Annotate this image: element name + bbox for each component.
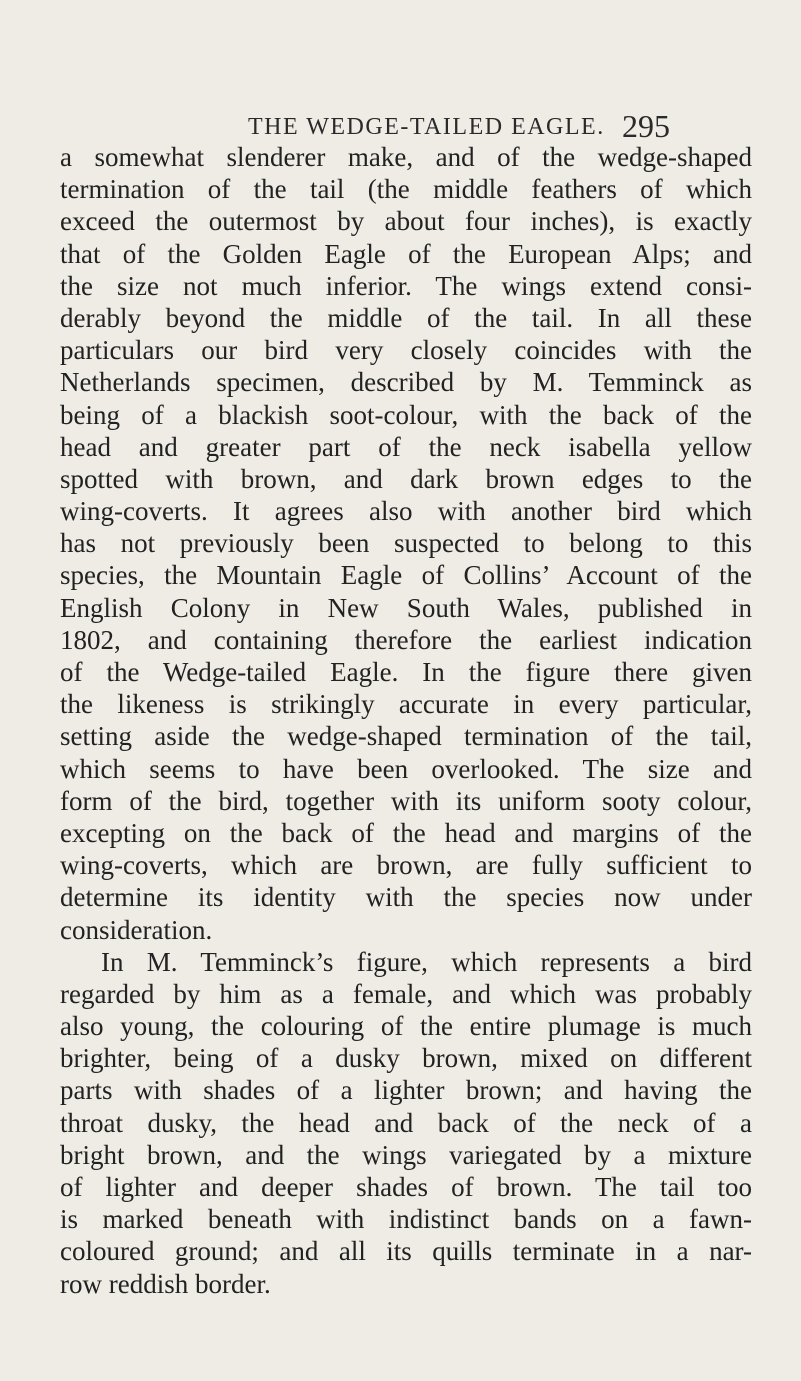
text-line: the likeness is strikingly accurate in every particular, bbox=[60, 689, 752, 720]
text-line: wing-coverts, which are brown, are fully sufficient to bbox=[60, 850, 752, 881]
text-line: has not previously been suspected to belong to this bbox=[60, 528, 752, 559]
text-line: a somewhat slenderer make, and of the wedge-shaped bbox=[60, 142, 752, 172]
text-line: row reddish border. bbox=[60, 1268, 271, 1299]
text-line: English Colony in New South Wales, published in bbox=[60, 592, 752, 623]
text-line: is marked beneath with indistinct bands on a fawn- bbox=[60, 1204, 752, 1235]
text-line: derably beyond the middle of the tail. In all these bbox=[60, 302, 752, 333]
body-text bbox=[60, 141, 752, 1300]
running-title: THE WEDGE-TAILED EAGLE. bbox=[248, 114, 605, 140]
text-line: excepting on the back of the head and margins of the bbox=[60, 817, 752, 848]
text-line: determine its identity with the species now under bbox=[60, 882, 752, 913]
text-line: of the Wedge-tailed Eagle. In the figure there given bbox=[60, 657, 752, 687]
text-line: head and greater part of the neck isabella yellow bbox=[60, 431, 752, 462]
text-line: spotted with brown, and dark brown edges to the bbox=[60, 463, 752, 494]
text-line: In M. Temminck’s figure, which represents a bird bbox=[101, 946, 752, 977]
text-line: that of the Golden Eagle of the European Alps; and bbox=[60, 238, 752, 269]
text-line: coloured ground; and all its quills terminate in a nar- bbox=[60, 1236, 752, 1267]
page-number: 295 bbox=[622, 108, 670, 144]
text-line: also young, the colouring of the entire plumage is much bbox=[60, 1011, 752, 1042]
text-line: species, the Mountain Eagle of Collins’ Account of the bbox=[60, 560, 752, 591]
text-line: regarded by him as a female, and which was probably bbox=[60, 978, 752, 1009]
text-line: bright brown, and the wings variegated by a mixture bbox=[60, 1139, 752, 1170]
text-line: the size not much inferior. The wings extend consi- bbox=[60, 270, 752, 301]
text-line: parts with shades of a lighter brown; and having the bbox=[60, 1075, 752, 1106]
text-line: wing-coverts. It agrees also with another bird which bbox=[60, 496, 752, 527]
text-line: particulars our bird very closely coincides with the bbox=[60, 335, 752, 366]
text-line: 1802, and containing therefore the earliest indication bbox=[60, 624, 752, 655]
text-line: consideration. bbox=[60, 914, 213, 945]
text-line: Netherlands specimen, described by M. Temminck as bbox=[60, 367, 752, 398]
text-line: termination of the tail (the middle feathers of which bbox=[60, 174, 752, 205]
text-line: throat dusky, the head and back of the neck of a bbox=[60, 1107, 752, 1138]
text-line: being of a blackish soot-colour, with the back of the bbox=[60, 399, 752, 430]
paragraph-2 bbox=[60, 946, 752, 1300]
text-line: exceed the outermost by about four inches), is exactly bbox=[60, 206, 752, 237]
text-line: of lighter and deeper shades of brown. The tail too bbox=[60, 1172, 752, 1202]
paragraph-1 bbox=[60, 141, 752, 946]
text-line: which seems to have been overlooked. The size and bbox=[60, 753, 752, 784]
page-header bbox=[0, 110, 801, 144]
text-line: setting aside the wedge-shaped termination of the tail, bbox=[60, 721, 752, 752]
text-line: form of the bird, together with its uniform sooty colour, bbox=[60, 785, 752, 816]
text-line: brighter, being of a dusky brown, mixed on different bbox=[60, 1043, 752, 1074]
